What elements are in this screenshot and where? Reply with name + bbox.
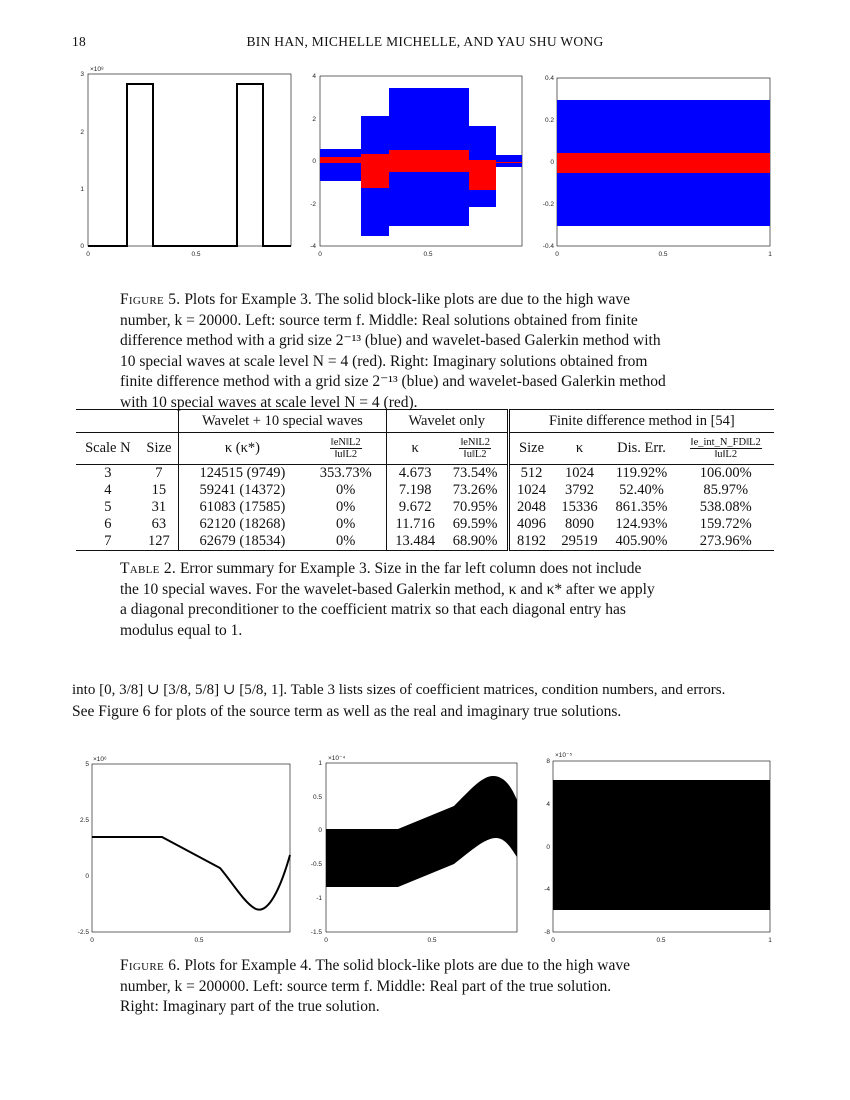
error-table: [76, 409, 774, 551]
caption-line: number, k = 20000. Left: source term f. Middle: Real solutions obtained from finite: [120, 311, 638, 329]
fig6-right-ytick: -8: [544, 929, 550, 936]
fig5-middle-ytick: 4: [312, 73, 316, 80]
paragraph-line: into [0, 3/8] ∪ [3/8, 5/8] ∪ [5/8, 1]. Table 3 lists sizes of coefficient matrices, condition numbers, and errors.: [72, 682, 726, 698]
fig6-right-ytick: -4: [544, 886, 550, 893]
caption-line: Table 2. Error summary for Example 3. Size in the far left column does not include: [120, 560, 642, 577]
caption-line: Right: Imaginary part of the true solution.: [120, 998, 380, 1015]
fig5-left-xtick: 0.5: [191, 251, 201, 258]
col-header-kappa-star: κ (κ*): [179, 433, 306, 465]
col-header-size: Size: [146, 440, 172, 456]
caption-line: modulus equal to 1.: [120, 621, 243, 639]
fig6-middle-ytick: 0: [318, 827, 322, 834]
fig6-middle-ytick: 1: [318, 760, 322, 767]
col-header-rel-error: $\frac{‖eN‖L2}{‖u‖L2}$: [330, 437, 361, 460]
running-title: BIN HAN, MICHELLE MICHELLE, AND YAU SHU WONG: [246, 34, 604, 49]
caption-line: difference method with a grid size 2⁻¹³ (blue) and wavelet-based Galerkin method with: [120, 332, 661, 349]
fig5-middle-ytick: -4: [310, 243, 316, 250]
fig6-middle-xtick: 0.5: [427, 937, 437, 944]
caption-line: Figure 5. Plots for Example 3. The solid block-like plots are due to the high wave: [120, 291, 630, 308]
fig5-left-exponent: ×10⁸: [90, 66, 104, 73]
fig5-left-xtick: 0: [86, 251, 90, 258]
caption-label: Figure 5.: [120, 291, 181, 308]
group-header-finite-difference: Finite difference method in [54]: [508, 410, 774, 433]
fig6-left-plot: [78, 756, 290, 944]
col-header-dis-err: Dis. Err.: [617, 440, 666, 456]
caption-label: Figure 6.: [120, 957, 181, 974]
col-header-kappa: κ: [386, 433, 443, 465]
page-number: 18: [72, 34, 87, 49]
fig6-middle-xtick: 0: [324, 937, 328, 944]
fig6-left-xtick: 0: [90, 937, 94, 944]
fig6-right-solution-band: [553, 780, 770, 910]
table-column-header-row: [76, 433, 774, 465]
fig6-middle-exponent: ×10⁻⁴: [328, 755, 346, 762]
caption-line: the 10 special waves. For the wavelet-based Galerkin method, κ and κ* after we apply: [120, 580, 655, 598]
caption-label: Table 2.: [120, 560, 177, 577]
table-row: 4 15 59241 (14372) 0% 7.198 73.26% 1024 3792 52.40% 85.97%: [104, 482, 749, 498]
fig6-left-ytick: 2.5: [79, 817, 89, 824]
fig5-left-ytick: 0: [80, 243, 84, 250]
figure5-caption: [120, 290, 730, 413]
fig5-middle-ytick: 0: [312, 158, 316, 165]
fig5-left-ytick: 1: [80, 186, 84, 193]
fig5-middle-xtick: 0.5: [423, 251, 433, 258]
fig5-right-xtick: 1: [768, 251, 772, 258]
fig5-left-source-curve: [88, 84, 291, 246]
fig5-right-ytick: 0.2: [544, 117, 554, 124]
col-header-rel-error-2: $\frac{‖eN‖L2}{‖u‖L2}$: [460, 437, 491, 460]
fig6-right-xtick: 0.5: [656, 937, 666, 944]
col-header-scale: Scale N: [85, 440, 131, 456]
col-header-fd-rel-error: $\frac{\text{‖e\_int\_N\_FD‖L2}}{‖u‖L2}$: [690, 437, 761, 460]
table-group-header-row: [76, 410, 774, 433]
caption-line: with 10 special waves at scale level N = 4 (red).: [120, 393, 418, 411]
fig5-left-ytick: 2: [80, 129, 84, 136]
group-header-wavelet-special: Wavelet + 10 special waves: [179, 410, 387, 433]
fig6-right-ytick: 8: [546, 758, 550, 765]
caption-line: number, k = 200000. Left: source term f. Middle: Real part of the true solution.: [120, 977, 612, 995]
fig6-right-exponent: ×10⁻⁵: [555, 752, 573, 759]
fig5-right-ytick: 0: [550, 159, 554, 166]
paragraph-line: See Figure 6 for plots of the source term as well as the real and imaginary true solutions.: [72, 703, 622, 720]
fig6-left-xtick: 0.5: [194, 937, 204, 944]
fig6-left-ytick: 5: [85, 761, 89, 768]
table-row: 7 127 62679 (18534) 0% 13.484 68.90% 8192 29519 405.90% 273.96%: [76, 533, 774, 551]
group-header-wavelet-only: Wavelet only: [386, 410, 508, 433]
caption-line: 10 special waves at scale level N = 4 (red). Right: Imaginary solutions obtained from: [120, 352, 648, 370]
col-header-fd-kappa: κ: [575, 440, 584, 456]
fig6-right-plot: [544, 752, 772, 944]
fig5-middle-xtick: 0: [318, 251, 322, 258]
fig5-middle-plot: [310, 73, 522, 258]
fig6-left-exponent: ×10⁶: [93, 756, 107, 763]
col-header-fd-size: Size: [508, 433, 553, 465]
fig5-right-ytick: -0.4: [542, 243, 554, 250]
fig5-left-ytick: 3: [80, 71, 84, 78]
fig5-right-xtick: 0.5: [658, 251, 668, 258]
table-row: 6 63 62120 (18268) 0% 11.716 69.59% 4096 8090 124.93% 159.72%: [104, 516, 752, 532]
fig6-left-source-curve: [92, 837, 290, 910]
table-row: 5 31 61083 (17585) 0% 9.672 70.95% 2048 15336 861.35% 538.08%: [104, 499, 752, 515]
fig6-middle-ytick: -0.5: [310, 861, 322, 868]
fig6-right-ytick: 0: [546, 844, 550, 851]
fig5-right-wavelet-band: [557, 153, 770, 173]
fig5-middle-ytick: -2: [310, 201, 316, 208]
fig5-left-plot: [80, 66, 291, 258]
fig6-middle-ytick: 0.5: [312, 794, 322, 801]
fig6-middle-solution-band: [326, 776, 517, 887]
fig5-middle-ytick: 2: [312, 116, 316, 123]
fig5-left-axes: [88, 74, 291, 246]
fig6-right-xtick: 0: [551, 937, 555, 944]
caption-line: Figure 6. Plots for Example 4. The solid block-like plots are due to the high wave: [120, 957, 630, 974]
fig6-middle-ytick: -1: [316, 895, 322, 902]
fig5-right-ytick: 0.4: [544, 75, 554, 82]
body-paragraph: [72, 680, 782, 722]
fig6-left-axes: [92, 764, 290, 932]
figure6-caption: [120, 956, 730, 1018]
fig6-right-xtick: 1: [768, 937, 772, 944]
fig6-middle-ytick: -1.5: [310, 929, 322, 936]
fig5-right-xtick: 0: [555, 251, 559, 258]
fig5-right-plot: [543, 75, 772, 258]
table2-caption: [120, 559, 730, 641]
fig6-right-ytick: 4: [546, 801, 550, 808]
fig6-left-ytick: 0: [85, 873, 89, 880]
caption-line: finite difference method with a grid size 2⁻¹³ (blue) and wavelet-based Galerkin method: [120, 373, 666, 390]
caption-line: a diagonal preconditioner to the coefficient matrix so that each diagonal entry has: [120, 601, 626, 618]
fig5-right-ytick: -0.2: [542, 201, 554, 208]
fig6-left-ytick: -2.5: [77, 929, 89, 936]
fig6-middle-plot: [311, 755, 517, 944]
table-row: 3 7 124515 (9749) 353.73% 4.673 73.54% 512 1024 119.92% 106.00%: [104, 465, 752, 481]
